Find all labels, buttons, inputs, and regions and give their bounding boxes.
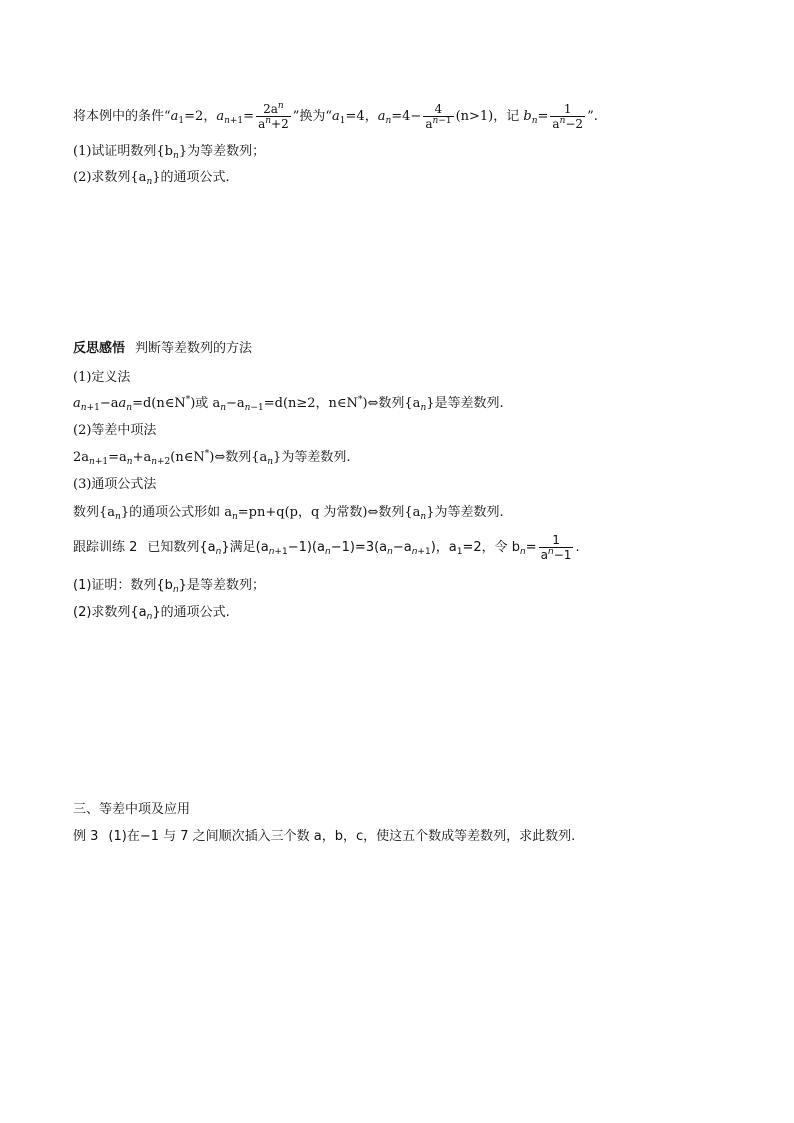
variant-condition-line: 将本例中的条件“$a_1=2$，$a_{n+1}=$ $\frac{2a^n}{a^n+2}$ ”换为“$a_1=4$，$a_n=4-$ $\frac{4}{a^{n-1}}$ (n>1)，记 $b_n=$ $\frac{1}{a^n-2}$ ”. (73, 101, 598, 131)
text: }的通项公式. (152, 605, 230, 620)
example-text: (1)在−1 与 7 之间顺次插入三个数 a，b，c，使这五个数成等差数列，求此数列. (108, 829, 576, 844)
section-3-title: 三、等差中项及应用 (73, 802, 191, 817)
text: ”换为“ (292, 109, 333, 124)
text: }为等差数列. (273, 450, 351, 465)
text: (n∈N (170, 450, 205, 465)
text: 已知数列{a (147, 540, 216, 555)
text: )，a (430, 540, 457, 555)
text: −1)=3(a (330, 540, 388, 555)
text: )⇔数列{a (362, 396, 421, 411)
text: . (575, 540, 580, 555)
text: (2)求数列{a (73, 605, 147, 620)
text: )⇔数列{a (209, 450, 268, 465)
text: −a (226, 396, 245, 411)
method-2-title: (2)等差中项法 (73, 423, 157, 438)
text: ”. (587, 109, 598, 124)
frac-num: 4 (434, 102, 443, 116)
frac-den-tail: −2 (565, 117, 584, 131)
fraction-1-over-an-minus-2: $\frac{1}{a^n-2}$ (552, 102, 584, 131)
text: 2a (73, 450, 90, 465)
reflection-subtitle: 判断等差数列的方法 (135, 341, 253, 356)
reflection-title: 反思感悟 (73, 341, 126, 356)
exercise-part-1: (1)证明：数列$\{b_n\}$是等差数列； (73, 578, 265, 595)
text: )或 a (190, 396, 221, 411)
method-3-body: 数列$\{a_n\}$的通项公式形如 $a_n=pn+q(p$，q 为常数)⇔数列$\{a_n\}$为等差数列. (73, 505, 504, 522)
text: +a (132, 450, 152, 465)
method-1-body: $a_{n+1}-aa_n=d(n\in N^*)$或 $a_n-a_{n-1}=d(n\ge 2$，n∈N*)⇔数列$\{a_n\}$是等差数列. (73, 395, 504, 413)
text: (n>1)，记 (455, 109, 520, 124)
text: −a (392, 540, 412, 555)
text: =2， (184, 109, 217, 124)
text: }为等差数列； (178, 144, 266, 159)
text: }的通项公式形如 a (120, 505, 232, 520)
frac-num: 1 (552, 533, 560, 547)
text: −1)(a (287, 540, 325, 555)
method-2-body: $2a_{n+1}=a_n+a_{n+2}(n\in N^*)\Leftrightarrow$数列$\{a_n\}$为等差数列. (73, 449, 351, 467)
text: =4， (345, 109, 378, 124)
frac-den: a (258, 117, 266, 131)
exercise-line: 跟踪训练 2 已知数列$\{a_n\}$满足$(a_{n+1}-1)(a_n-1)=3(a_n-a_{n+1})$，$a_1=2$，令 $b_n=$ $\frac{1}{a^n-1}$ . (73, 533, 580, 562)
exercise-part-2: (2)求数列$\{a_n\}$的通项公式. (73, 605, 230, 622)
text: =a (108, 450, 127, 465)
example-label: 例 3 (73, 829, 99, 844)
exercise-label: 跟踪训练 2 (73, 540, 138, 555)
text: =2，令 b (462, 540, 521, 555)
text: (1)证明：数列{b (73, 578, 173, 593)
method-3-title: (3)通项公式法 (73, 477, 157, 492)
text: }是等差数列. (426, 396, 504, 411)
frac-den-tail: −1 (553, 548, 572, 562)
frac-den-tail: +2 (271, 117, 289, 131)
frac-num: 2a (263, 102, 278, 116)
text: (1)试证明数列{b (73, 144, 174, 159)
method-1-title: (1)定义法 (73, 370, 131, 385)
frac-den: a (552, 117, 560, 131)
reflection-heading (73, 341, 252, 357)
text: =d(n≥2，n∈N (263, 396, 358, 411)
text: −a (99, 396, 119, 411)
text: = (537, 109, 549, 124)
frac-den: a (425, 117, 433, 131)
text: = (525, 540, 537, 555)
variant-part-2: (2)求数列$\{a_n\}$的通项公式. (73, 170, 230, 187)
text: (2)求数列{a (73, 170, 147, 185)
text: }是等差数列； (178, 578, 265, 593)
fraction-2an-over-an-plus-2: $\frac{2a^n}{a^n+2}$ (258, 101, 289, 131)
text: =d(n∈N (132, 396, 186, 411)
text: }为等差数列. (426, 505, 504, 520)
fraction-1-over-an-minus-1: $\frac{1}{a^n-1}$ (540, 533, 572, 562)
text: 将本例中的条件“ (73, 109, 171, 124)
example-3-line (73, 829, 575, 845)
fraction-4-over-an-1: $\frac{4}{a^{n-1}}$ (425, 102, 452, 131)
text: 数列{a (73, 505, 116, 520)
variant-part-1: (1)试证明数列$\{b_n\}$为等差数列； (73, 144, 266, 161)
text: =pn+q(p，q 为常数)⇔数列{a (237, 505, 421, 520)
text: }的通项公式. (152, 170, 230, 185)
frac-den: a (540, 548, 549, 562)
text: =4− (391, 109, 422, 124)
frac-num: 1 (563, 102, 572, 116)
text: }满足(a (221, 540, 269, 555)
